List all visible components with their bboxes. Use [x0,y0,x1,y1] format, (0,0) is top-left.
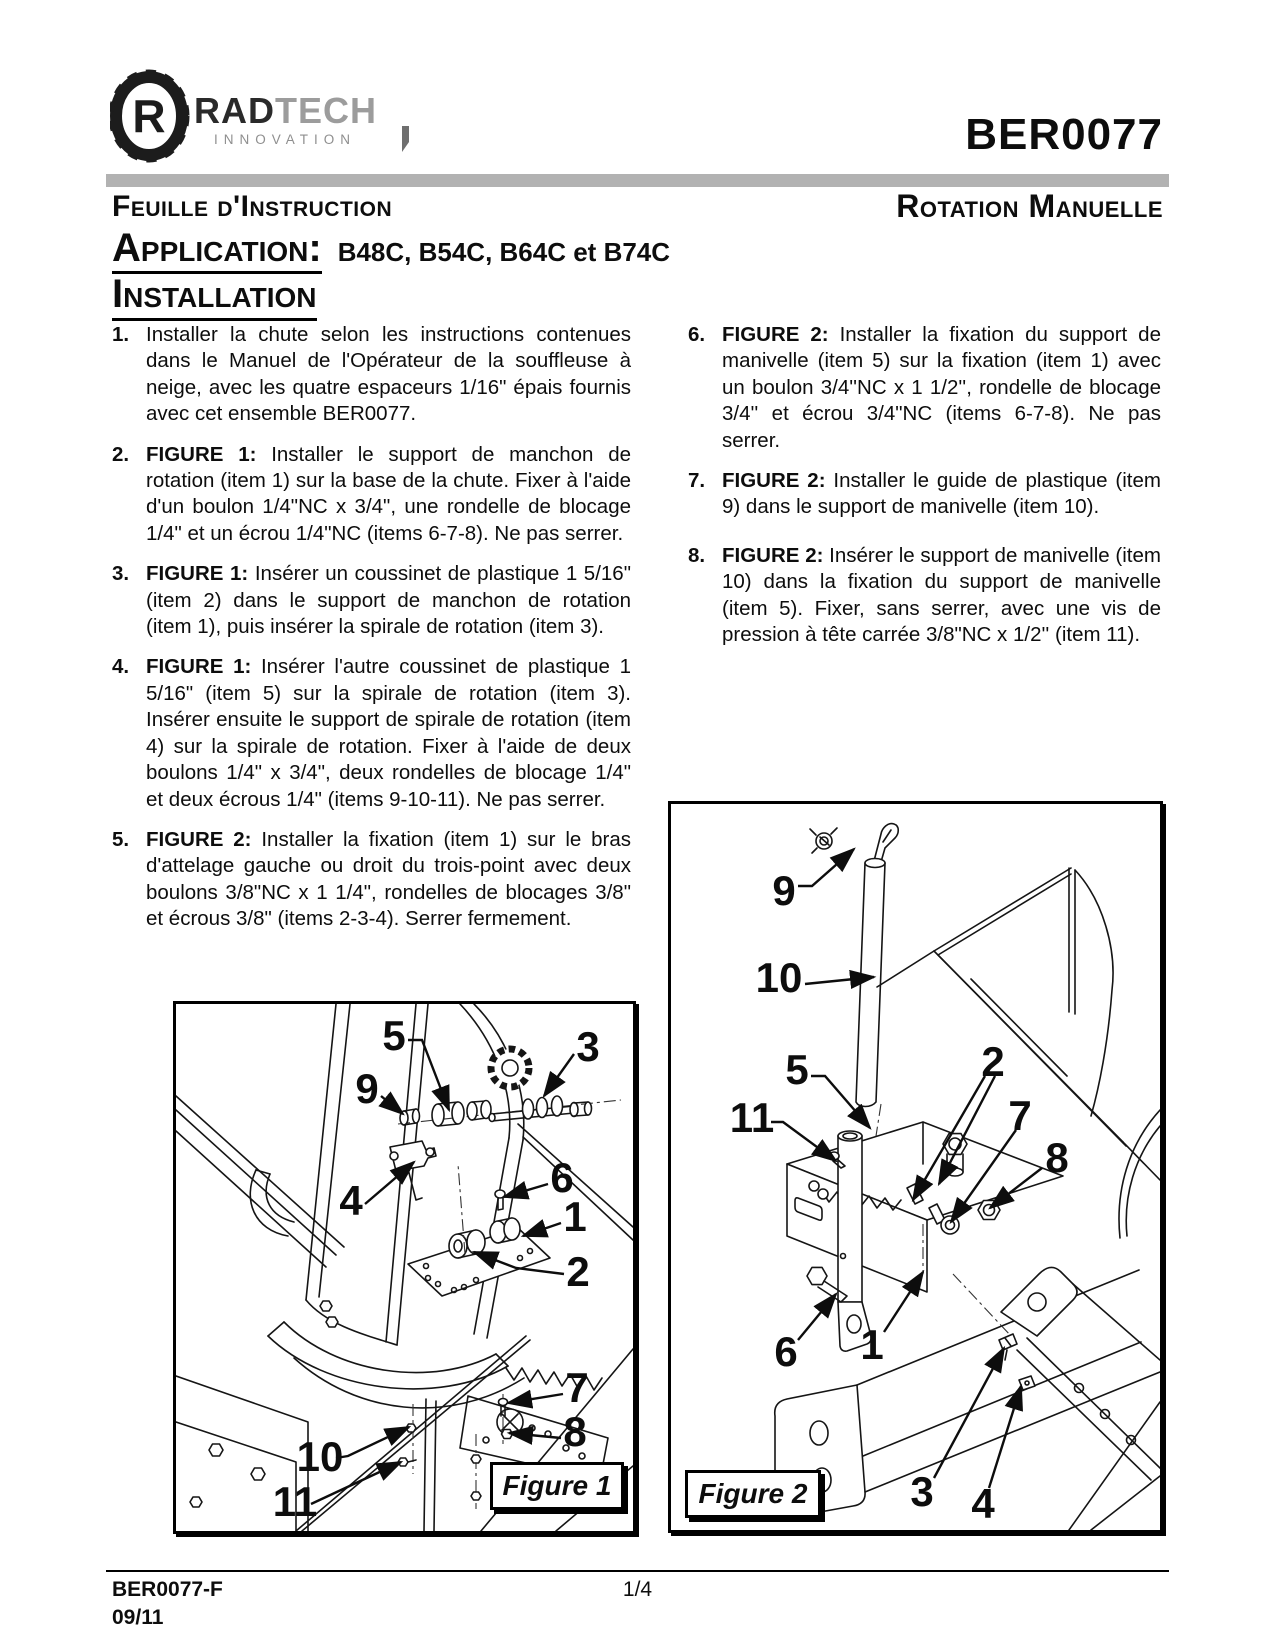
figure1-caption: Figure 1 [490,1462,624,1510]
item-text: Insérer un coussinet de plastique 1 5/16" (item 2) dans le support de manchon de rotation (item 1), puis insérer la spirale de rotation (item 3). [146,562,631,639]
footer-date: 09/11 [112,1606,164,1629]
instructions-column-left [112,322,631,947]
item-number: 5. [112,827,130,851]
header-divider-bar [106,174,1169,187]
callout-2: 2 [981,1038,1005,1085]
figure1-drawing [176,1004,633,1531]
item-figure-ref: FIGURE 2: [722,469,834,493]
item-number: 7. [688,469,706,493]
callout-8: 8 [1045,1134,1069,1181]
callout-1: 1 [563,1193,587,1240]
sheet-subtitle: Rotation Manuelle [896,188,1163,224]
application-heading-row [112,226,670,271]
instructions-column-right [688,322,1161,662]
callout-6: 6 [774,1328,798,1375]
instruction-item-6 [688,322,1161,454]
figure2-art [775,824,1160,1530]
installation-heading: Installation [112,272,317,321]
application-heading: Application: [112,226,322,274]
callout-3: 3 [910,1468,934,1515]
callout-2: 2 [566,1248,590,1295]
instruction-item-1 [112,322,631,428]
item-text: Installer le guide de plastique (item 9) dans le support de manivelle (item 10). [722,469,1161,519]
footer-divider [106,1570,1169,1572]
callout-10: 10 [296,1433,344,1480]
item-text: Installer le support de manchon de rotation (item 1) sur la base de la chute. Fixer à l'aide d'un boulon 1/4"NC x 3/4", une rondelle de blocage 1/4" et un écrou 1/4"NC (items 6-7-8). Ne pas serrer. [146,442,631,545]
logo-flag-icon [402,126,409,152]
footer-page-number: 1/4 [622,1578,653,1601]
item-number: 2. [112,442,130,466]
item-number: 3. [112,562,130,586]
instruction-item-3 [112,561,631,640]
figure2-caption: Figure 2 [685,1470,821,1518]
item-figure-ref: FIGURE 2: [722,543,830,567]
callout-11: 11 [272,1478,318,1525]
logo-tagline: INNOVATION [214,132,357,147]
instruction-item-4 [112,654,631,812]
instruction-item-8 [688,543,1161,649]
item-figure-ref: FIGURE 2: [722,323,840,346]
callout-4: 4 [971,1480,995,1527]
instruction-item-7 [688,468,1161,521]
callout-5: 5 [785,1046,809,1093]
item-figure-ref: FIGURE 1: [146,562,255,586]
item-text: Insérer l'autre coussinet de plastique 1 5/16" (item 5) sur la spirale de rotation (item 3). Insérer ensuite le support de spirale de rotation (item 4) sur la spirale de rotation. Fixer à l'aide de deux boulons 1/4" x 3/4", deux rondelles de blocage 1/4" et deux écrous 1/4" (items 9-10-11). Ne pas serrer. [146,655,631,811]
application-models: B48C, B54C, B64C et B74C [337,237,671,267]
callout-4: 4 [339,1177,363,1224]
figure2-drawing [671,804,1160,1530]
item-figure-ref: FIGURE 1: [146,655,261,679]
item-text: Installer la fixation (item 1) sur le bras d'attelage gauche ou droit du trois-point avec deux boulons 3/8"NC x 1 1/4", rondelles de blocages 3/8" et écrous 3/8" (items 2-3-4). Serrer fermement. [146,827,631,931]
logo-monogram: R [132,90,166,142]
item-number: 4. [112,655,130,679]
radtech-logo [110,68,440,168]
item-figure-ref: FIGURE 1: [146,442,272,466]
callout-9: 9 [355,1065,379,1112]
figure1-box [173,1001,636,1534]
callout-8: 8 [563,1408,587,1455]
doc-number: BER0077 [965,110,1163,159]
callout-1: 1 [860,1321,884,1368]
callout-9: 9 [772,867,796,914]
callout-10: 10 [755,954,803,1001]
item-figure-ref: FIGURE 2: [146,827,262,851]
item-text: Insérer le support de manivelle (item 10) dans la fixation du support de manivelle (item 5). Fixer, sans serrer, avec une vis de pression à tête carrée 3/8"NC x 1/2'' (item 11). [722,543,1161,647]
item-text: Installer la chute selon les instructions contenues dans le Manuel de l'Opérateur de la souffleuse à neige, avec les quatre espaceurs 1/16" épais fournis avec cet ensemble BER0077. [146,323,631,426]
footer-doc-code: BER0077-F [112,1578,223,1601]
callout-7: 7 [1008,1092,1032,1139]
item-number: 6. [688,323,706,346]
item-text: Installer la fixation du support de manivelle (item 5) sur la fixation (item 1) avec un boulon 3/4''NC x 1 1/2'', rondelle de blocage 3/4'' et écrou 3/4"NC (items 6-7-8). Ne pas serrer. [722,323,1161,452]
figure2-box [668,801,1163,1533]
instruction-item-5 [112,827,631,933]
instruction-item-2 [112,442,631,548]
radtech-logo-badge [111,72,187,160]
callout-3: 3 [576,1023,600,1070]
sheet-title: Feuille d'Instruction [112,190,393,223]
item-number: 8. [688,543,706,567]
callout-6: 6 [550,1154,574,1201]
callout-7: 7 [565,1364,589,1411]
item-number: 1. [112,323,130,346]
logo-wordmark: RADTECH [194,90,377,131]
callout-11: 11 [729,1094,775,1141]
callout-5: 5 [382,1012,406,1059]
